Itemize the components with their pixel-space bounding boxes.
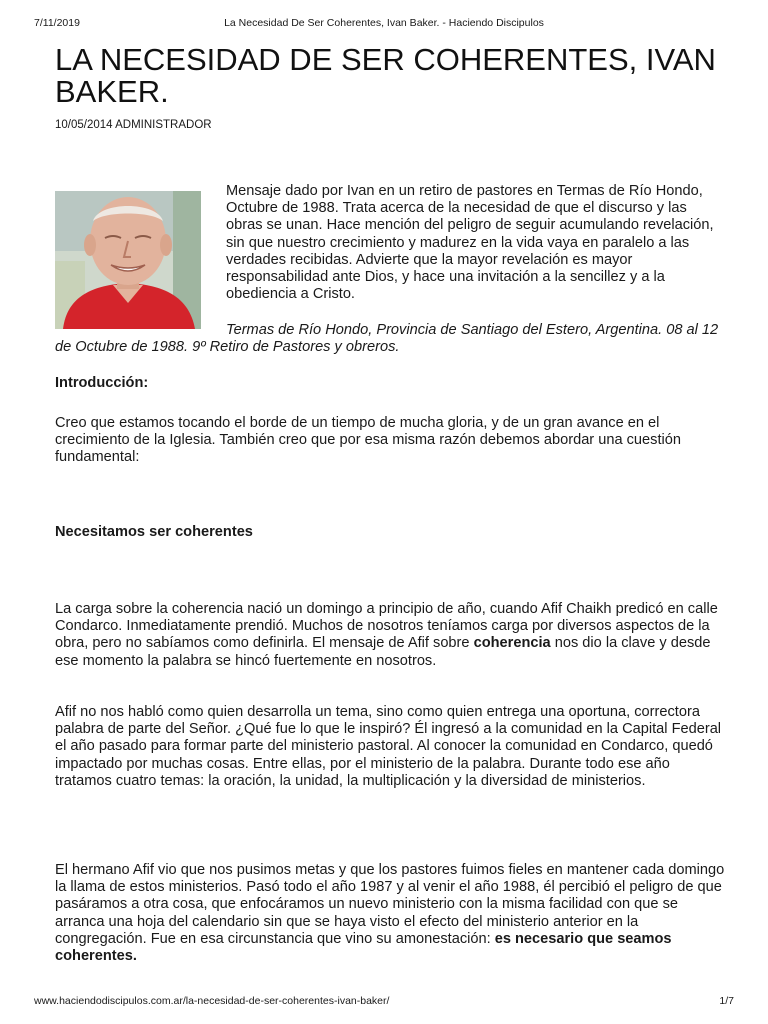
paragraph-4	[55, 862, 730, 965]
paragraph-1: Creo que estamos tocando el borde de un tiempo de mucha gloria, y de un gran avance en el crecimiento de la Iglesia. También creo que por esa misma razón debemos abordar una cuestión fundamental:	[55, 415, 681, 466]
author-photo	[55, 191, 201, 329]
heading-introduccion: Introducción:	[55, 375, 149, 391]
paragraph-2	[55, 601, 730, 670]
print-url: www.haciendodiscipulos.com.ar/la-necesidad-de-ser-coherentes-ivan-baker/	[34, 995, 390, 1007]
paragraph-2-bold: coherencia	[473, 635, 551, 652]
paragraph-2-text-b: nos dio la clave y desde ese momento la palabra se hincó fuertemente en nosotros.	[55, 635, 711, 669]
location-note: Termas de Río Hondo, Provincia de Santiago del Estero, Argentina. 08 al 12 de Octubre de 1988. 9º Retiro de Pastores y obreros.	[55, 322, 719, 356]
paragraph-2-text-a: La carga sobre la coherencia nació un domingo a principio de año, cuando Afif Chaikh predicó en calle Condarco. Inmediatamente prendió. Muchos de nosotros teníamos carga por diversos aspectos de la obra, pero no sabíamos como definirla. El mensaje de Afif sobre	[55, 601, 718, 652]
paragraph-4-bold: es necesario que seamos coherentes.	[55, 930, 672, 965]
heading-necesitamos: Necesitamos ser coherentes	[55, 524, 253, 540]
intro-summary: Mensaje dado por Ivan en un retiro de pastores en Termas de Río Hondo, Octubre de 1988. Trata acerca de la necesidad de que el discurso y las obras se unan. Hace mención del peligro de seguir acumulando revelación, sin que nuestro crecimiento y madurez en la vida vaya en paralelo a las verdades recibidas. Advierte que la mayor revelación es mayor responsabilidad ante Dios, y hace una invitación a la sencillez y a la obediencia a Cristo.	[226, 183, 714, 303]
paragraph-3: Afif no nos habló como quien desarrolla un tema, sino como quien entrega una oportuna, correctora palabra de parte del Señor. ¿Qué fue lo que le inspiró? Él ingresó a la comunidad en la Capital Federal el año pasado para formar parte del ministerio pastoral. Al conocer la comunidad en Condarco, quedó impactado por muchas cosas. Entre ellas, por el ministerio de la palabra. Durante todo ese año tratamos cuatro temas: la oración, la unidad, la multiplicación y la diversidad de ministerios.	[55, 704, 722, 789]
article-title: LA NECESIDAD DE SER COHERENTES, IVAN BAKER.	[55, 42, 716, 109]
print-page-title: La Necesidad De Ser Coherentes, Ivan Baker. - Haciendo Discipulos	[224, 17, 544, 29]
article-meta: 10/05/2014 ADMINISTRADOR	[55, 119, 212, 131]
print-page-number: 1/7	[719, 995, 734, 1007]
print-date: 7/11/2019	[34, 17, 80, 29]
paragraph-4-text: El hermano Afif vio que nos pusimos metas y que los pastores fuimos fieles en mantener cada domingo la llama de estos ministerios. Pasó todo el año 1987 y al venir el año 1988, él percibió el peligro de que pasáramos a otra cosa, que enfocáramos un nuevo ministerio con la misma facilidad con que se arranca una hoja del calendario sin que se haya visto el efecto del ministerio anterior en la congregación. Fue en esa circunstancia que vino su amonestación:	[55, 862, 725, 947]
